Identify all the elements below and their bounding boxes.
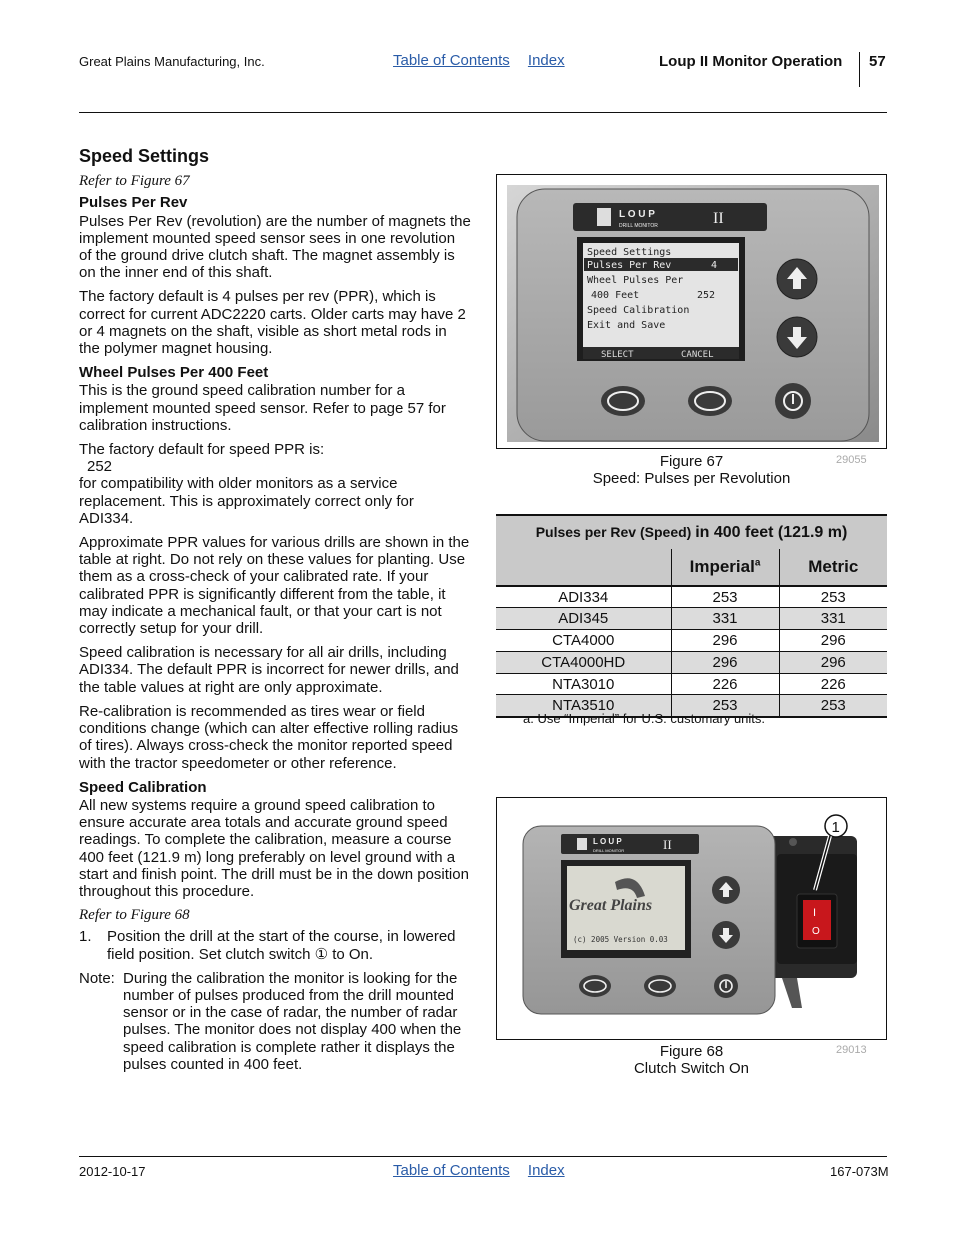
figure-number: Figure 68 — [659, 1043, 724, 1060]
table-title-row — [496, 515, 887, 549]
ppr-table — [496, 514, 887, 718]
logo-text: L O U P — [593, 837, 622, 846]
screen-logo: Great Plains — [569, 897, 653, 914]
list-text: Position the drill at the start of the course, in lowered field position. Set clutch switch ① to On. — [107, 928, 456, 963]
figure-number: Figure 67 — [659, 453, 724, 470]
screen-line: 400 Feet — [591, 290, 640, 301]
monitor-photo-67 — [497, 175, 888, 450]
table-cell-model: CTA4000 — [496, 630, 671, 652]
callout-number: 1 — [831, 819, 840, 836]
paragraph — [79, 441, 471, 527]
table-header-imperial: Imperial$^a$ — [671, 549, 779, 586]
screen-line: Speed Calibration — [587, 305, 690, 316]
table-footnote: a. Use “Imperial” for U.S. customary units. — [523, 711, 766, 726]
figure-67 — [496, 174, 887, 449]
footer-date: 2012-10-17 — [79, 1164, 146, 1179]
monitor-photo-68 — [497, 798, 888, 1041]
table-title-big: in 400 feet (121.9 m) — [695, 523, 848, 541]
screen-line: Pulses Per Rev — [587, 260, 672, 271]
table-cell-imperial: 296 — [671, 630, 779, 652]
screen-value: 252 — [697, 290, 716, 301]
softkey-select: SELECT — [601, 350, 634, 360]
paragraph: Approximate PPR values for various drills are shown in the table at right. Do not rely on these values for planting. Use them as a cross-check of your calibrated rate. If your calibrated PPR is significantly different from the table, it may indicate a mechanical fault, or that your cart is not correctly setup for your drill. — [79, 534, 470, 638]
table-row — [496, 651, 887, 673]
note-label: Note: — [79, 969, 115, 987]
company-name: Great Plains Manufacturing, Inc. — [79, 54, 265, 69]
paragraph: Speed calibration is necessary for all air drills, including ADI334. The default PPR is incorrect for newer drills, and the table values at right are only approximate. — [79, 644, 459, 696]
figure-68 — [496, 797, 887, 1040]
table-cell-metric: 253 — [779, 586, 887, 608]
table-header-row — [496, 549, 887, 586]
figure-68-caption — [496, 1043, 887, 1077]
logo-sub: DRILL MONITOR — [593, 848, 625, 853]
logo-model: II — [713, 210, 724, 227]
table-title-small: Pulses per Rev (Speed) — [535, 523, 692, 540]
screen-line: Speed Settings — [587, 247, 672, 258]
page-number: 57 — [869, 53, 886, 70]
figure-reference: Refer to Figure 68 — [79, 907, 190, 924]
default-text: The factory default for speed PPR is: — [79, 441, 325, 459]
table-cell-metric: 296 — [779, 630, 887, 652]
list-number: 1. — [79, 928, 92, 946]
figure-title: Speed: Pulses per Revolution — [592, 470, 791, 487]
table-cell-model: ADI345 — [496, 608, 671, 630]
figure-id: 29055 — [836, 454, 867, 466]
subheading-ppr: Pulses Per Rev — [79, 194, 188, 212]
table-cell-imperial: 253 — [671, 695, 779, 717]
table-row — [496, 608, 887, 630]
table-row — [496, 673, 887, 695]
table-cell-metric: 253 — [779, 695, 887, 717]
table-title — [496, 515, 887, 549]
switch-on-mark: I — [813, 907, 817, 919]
table-cell-metric: 296 — [779, 651, 887, 673]
figure-title: Clutch Switch On — [633, 1060, 750, 1077]
table-cell-model: NTA3510 — [496, 695, 671, 717]
table-header-metric: Metric — [779, 549, 887, 586]
default-value: 252 — [87, 458, 113, 476]
screen-value: 4 — [711, 260, 718, 271]
softkey-cancel: CANCEL — [681, 350, 714, 360]
toc-link[interactable]: Table of Contents — [393, 1162, 510, 1179]
paragraph: All new systems require a ground speed calibration to ensure accurate area totals and accurate ground speed readings. To complete the calibration, measure a course 400 feet (121.9 m) long preferably on level ground with a start and finish point. The drill must be in the down position throughout this procedure. — [79, 796, 469, 900]
logo-model: II — [663, 837, 672, 852]
figure-67-caption — [496, 453, 887, 487]
figure-reference: Refer to Figure 67 — [79, 173, 190, 190]
body-text — [79, 148, 471, 1073]
table-cell-imperial: 226 — [671, 673, 779, 695]
page-title: Speed Settings — [79, 146, 210, 166]
footer-rule — [79, 1156, 887, 1157]
table-cell-metric: 331 — [779, 608, 887, 630]
screen-line: Exit and Save — [587, 320, 666, 331]
footnote-marker: a — [754, 557, 761, 569]
toc-link[interactable]: Table of Contents — [393, 52, 510, 69]
header-nav — [393, 52, 579, 69]
table-cell-model: ADI334 — [496, 586, 671, 608]
index-link[interactable]: Index — [527, 52, 565, 69]
table-header-blank — [496, 549, 671, 586]
paragraph: Pulses Per Rev (revolution) are the number of magnets the implement mounted speed sensor sees in one revolution of the ground drive clutch shaft. The magnet assembly is on the inner end of this shaft. — [79, 212, 471, 282]
table-cell-model: CTA4000HD — [496, 651, 671, 673]
header-divider — [859, 52, 860, 87]
paragraph: The factory default is 4 pulses per rev (PPR), which is correct for current ADC2220 carts. Older carts may have 2 or 4 magnets on the shaft, visible as short metal rods in the polymer magnet housing. — [79, 288, 466, 358]
logo-sub: DRILL MONITOR — [619, 223, 658, 229]
list-item — [79, 928, 471, 962]
subheading-calibration: Speed Calibration — [79, 778, 207, 796]
default-text-cont: for compatibility with older monitors as a service replacement. This is approximately correct only for ADI334. — [79, 475, 414, 527]
paragraph: Re-calibration is recommended as tires wear or field conditions change (which can alter effective rolling radius of tires). Always cross-check the monitor reported speed with the tractor speedometer or other reference. — [79, 702, 459, 772]
table-cell-imperial: 253 — [671, 586, 779, 608]
table-row — [496, 586, 887, 608]
table-row — [496, 630, 887, 652]
section-title: Loup II Monitor Operation — [659, 53, 843, 70]
paragraph: This is the ground speed calibration number for a implement mounted speed sensor. Refer to page 57 for calibration instructions. — [79, 382, 446, 434]
table-cell-model: NTA3010 — [496, 673, 671, 695]
screen-version: (c) 2005 Version 0.03 — [573, 935, 668, 944]
note-text: During the calibration the monitor is looking for the number of pulses produced from the drill mounted sensor or in the case of radar, the number of radar pulses. The monitor does not display 400 when the speed calibration is complete rather it displays the pulses counted in 400 feet. — [123, 969, 462, 1073]
index-link[interactable]: Index — [527, 1162, 565, 1179]
doc-number: 167-073M — [830, 1164, 889, 1179]
table-cell-metric: 226 — [779, 673, 887, 695]
logo-text: L O U P — [619, 209, 655, 220]
header-rule — [79, 112, 887, 113]
table-cell-imperial: 331 — [671, 608, 779, 630]
subheading-wheel-pulses: Wheel Pulses Per 400 Feet — [79, 364, 269, 382]
screen-line: Wheel Pulses Per — [587, 275, 684, 286]
note — [79, 970, 471, 1073]
table-cell-imperial: 296 — [671, 651, 779, 673]
footer-nav — [393, 1162, 579, 1179]
figure-id: 29013 — [836, 1044, 867, 1056]
switch-off-mark: O — [812, 926, 820, 937]
